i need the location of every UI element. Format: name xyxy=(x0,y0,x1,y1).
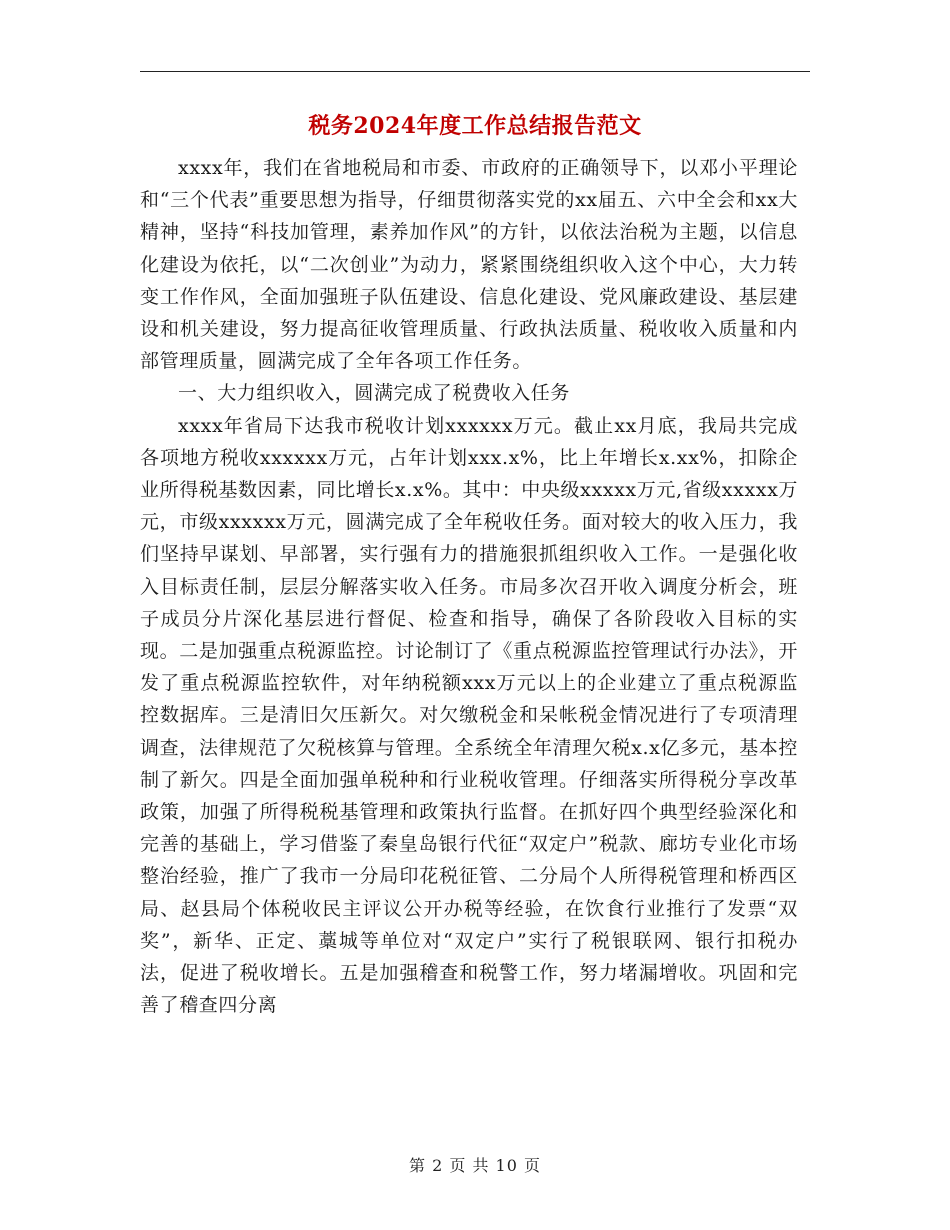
document-title: 税务2024年度工作总结报告范文 xyxy=(308,113,642,139)
page-number: 第 2 页 共 10 页 xyxy=(409,1156,541,1175)
header-rule xyxy=(140,71,810,72)
intro-paragraph: xxxx年，我们在省地税局和市委、市政府的正确领导下，以邓小平理论和“三个代表”重要思想为指导，仔细贯彻落实党的xx届五、六中全会和xx大精神，坚持“科技加管理，素养加作风”的方针，以依法治税为主题，以信息化建设为依托，以“二次创业”为动力，紧紧围绕组织收入这个中心，大力转变工作作风，全面加强班子队伍建设、信息化建设、党风廉政建设、基层建设和机关建设，努力提高征收管理质量、行政执法质量、税收收入质量和内部管理质量，圆满完成了全年各项工作任务。 xyxy=(140,157,798,373)
document-body xyxy=(140,152,798,1021)
section-paragraph: xxxx年省局下达我市税收计划xxxxxx万元。截止xx月底，我局共完成各项地方税收xxxxxx万元，占年计划xxx.x%，比上年增长x.xx%，扣除企业所得税基数因素，同比增长x.x%。其中：中央级xxxxx万元,省级xxxxx万元，市级xxxxxx万元，圆满完成了全年税收任务。面对较大的收入压力，我们坚持早谋划、早部署，实行强有力的措施狠抓组织收入工作。一是强化收入目标责任制，层层分解落实收入任务。市局多次召开收入调度分析会，班子成员分片深化基层进行督促、检查和指导，确保了各阶段收入目标的实现。二是加强重点税源监控。讨论制订了《重点税源监控管理试行办法》，开发了重点税源监控软件，对年纳税额xxx万元以上的企业建立了重点税源监控数据库。三是清旧欠压新欠。对欠缴税金和呆帐税金情况进行了专项清理调查，法律规范了欠税核算与管理。全系统全年清理欠税x.x亿多元，基本控制了新欠。四是全面加强单税种和行业税收管理。仔细落实所得税分享改革政策，加强了所得税税基管理和政策执行监督。在抓好四个典型经验深化和完善的基础上，学习借鉴了秦皇岛银行代征“双定户”税款、廊坊专业化市场整治经验，推广了我市一分局印花税征管、二分局个人所得税管理和桥西区局、赵县局个体税收民主评议公开办税等经验，在饮食行业推行了发票“双奖”，新华、正定、藁城等单位对“双定户”实行了税银联网、银行扣税办法，促进了税收增长。五是加强稽查和税警工作，努力堵漏增收。巩固和完善了稽查四分离 xyxy=(140,414,798,1017)
section-heading: 一、大力组织收入，圆满完成了税费收入任务 xyxy=(178,382,571,405)
